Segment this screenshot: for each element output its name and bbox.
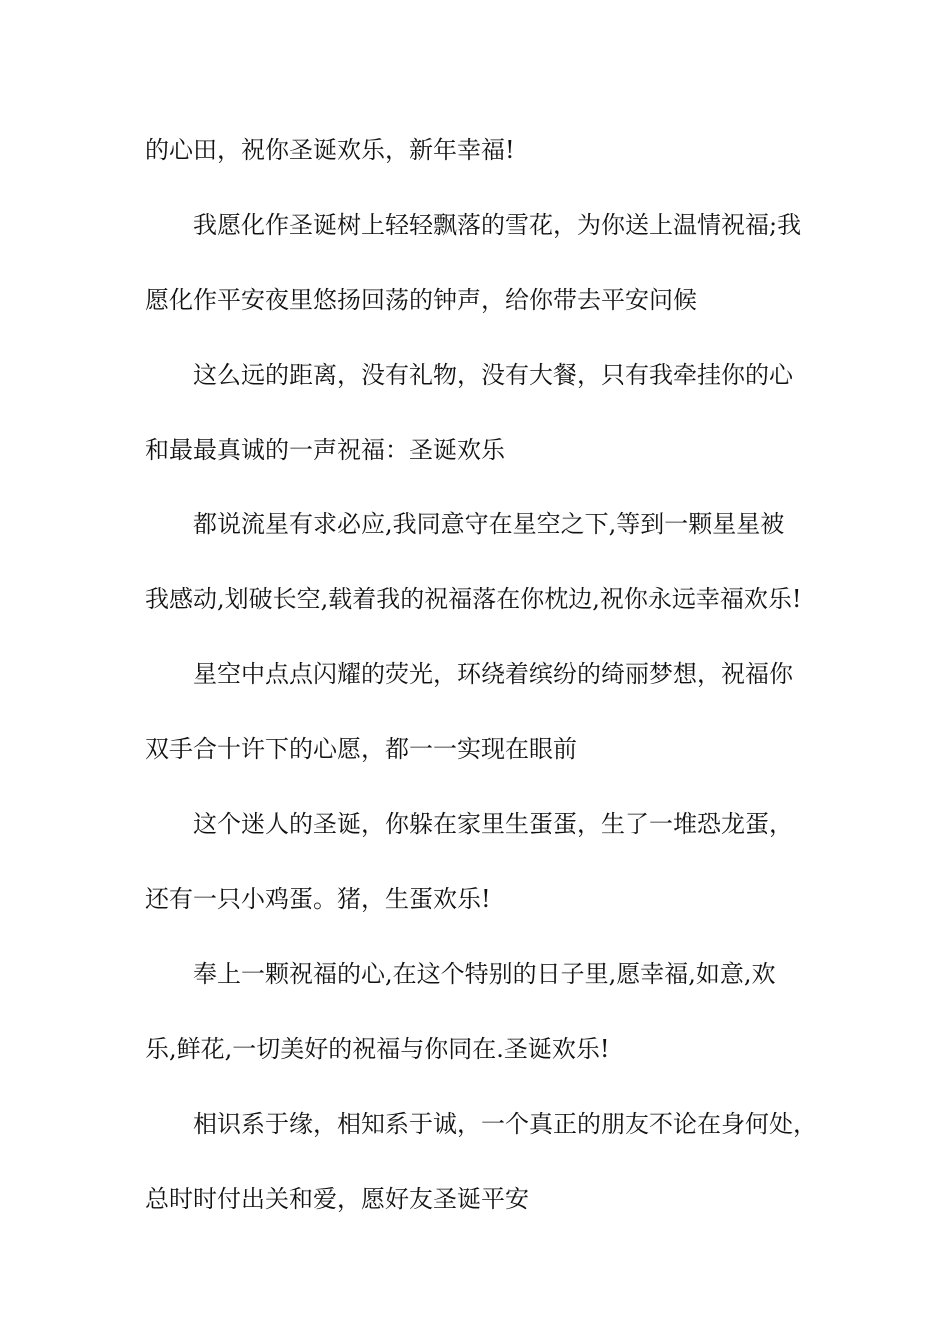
paragraph-first-line: 都说流星有求必应,我同意守在星空之下,等到一颗星星被 [193,510,785,538]
paragraph-first-line: 这个迷人的圣诞，你躲在家里生蛋蛋，生了一堆恐龙蛋， [193,810,793,838]
text-line: 乐,鲜花,一切美好的祝福与你同在.圣诞欢乐! [145,1035,610,1063]
paragraph-first-line: 我愿化作圣诞树上轻轻飘落的雪花，为你送上温情祝福;我 [193,211,802,239]
text-line: 总时时付出关和爱，愿好友圣诞平安 [145,1185,529,1213]
text-line: 双手合十许下的心愿，都一一实现在眼前 [145,735,577,763]
text-line: 的心田，祝你圣诞欢乐，新年幸福! [145,136,515,164]
paragraph-first-line: 奉上一颗祝福的心,在这个特别的日子里,愿幸福,如意,欢 [193,960,776,988]
paragraph-first-line: 星空中点点闪耀的荧光，环绕着缤纷的绮丽梦想，祝福你 [193,660,793,688]
text-line: 愿化作平安夜里悠扬回荡的钟声，给你带去平安问候 [145,286,697,314]
text-line: 我感动,划破长空,载着我的祝福落在你枕边,祝你永远幸福欢乐! [145,585,802,613]
text-line: 和最最真诚的一声祝福：圣诞欢乐 [145,436,505,464]
paragraph-first-line: 这么远的距离，没有礼物，没有大餐，只有我牵挂你的心 [193,361,793,389]
text-line: 还有一只小鸡蛋。猪，生蛋欢乐! [145,885,491,913]
paragraph-first-line: 相识系于缘，相知系于诚，一个真正的朋友不论在身何处， [193,1110,817,1138]
